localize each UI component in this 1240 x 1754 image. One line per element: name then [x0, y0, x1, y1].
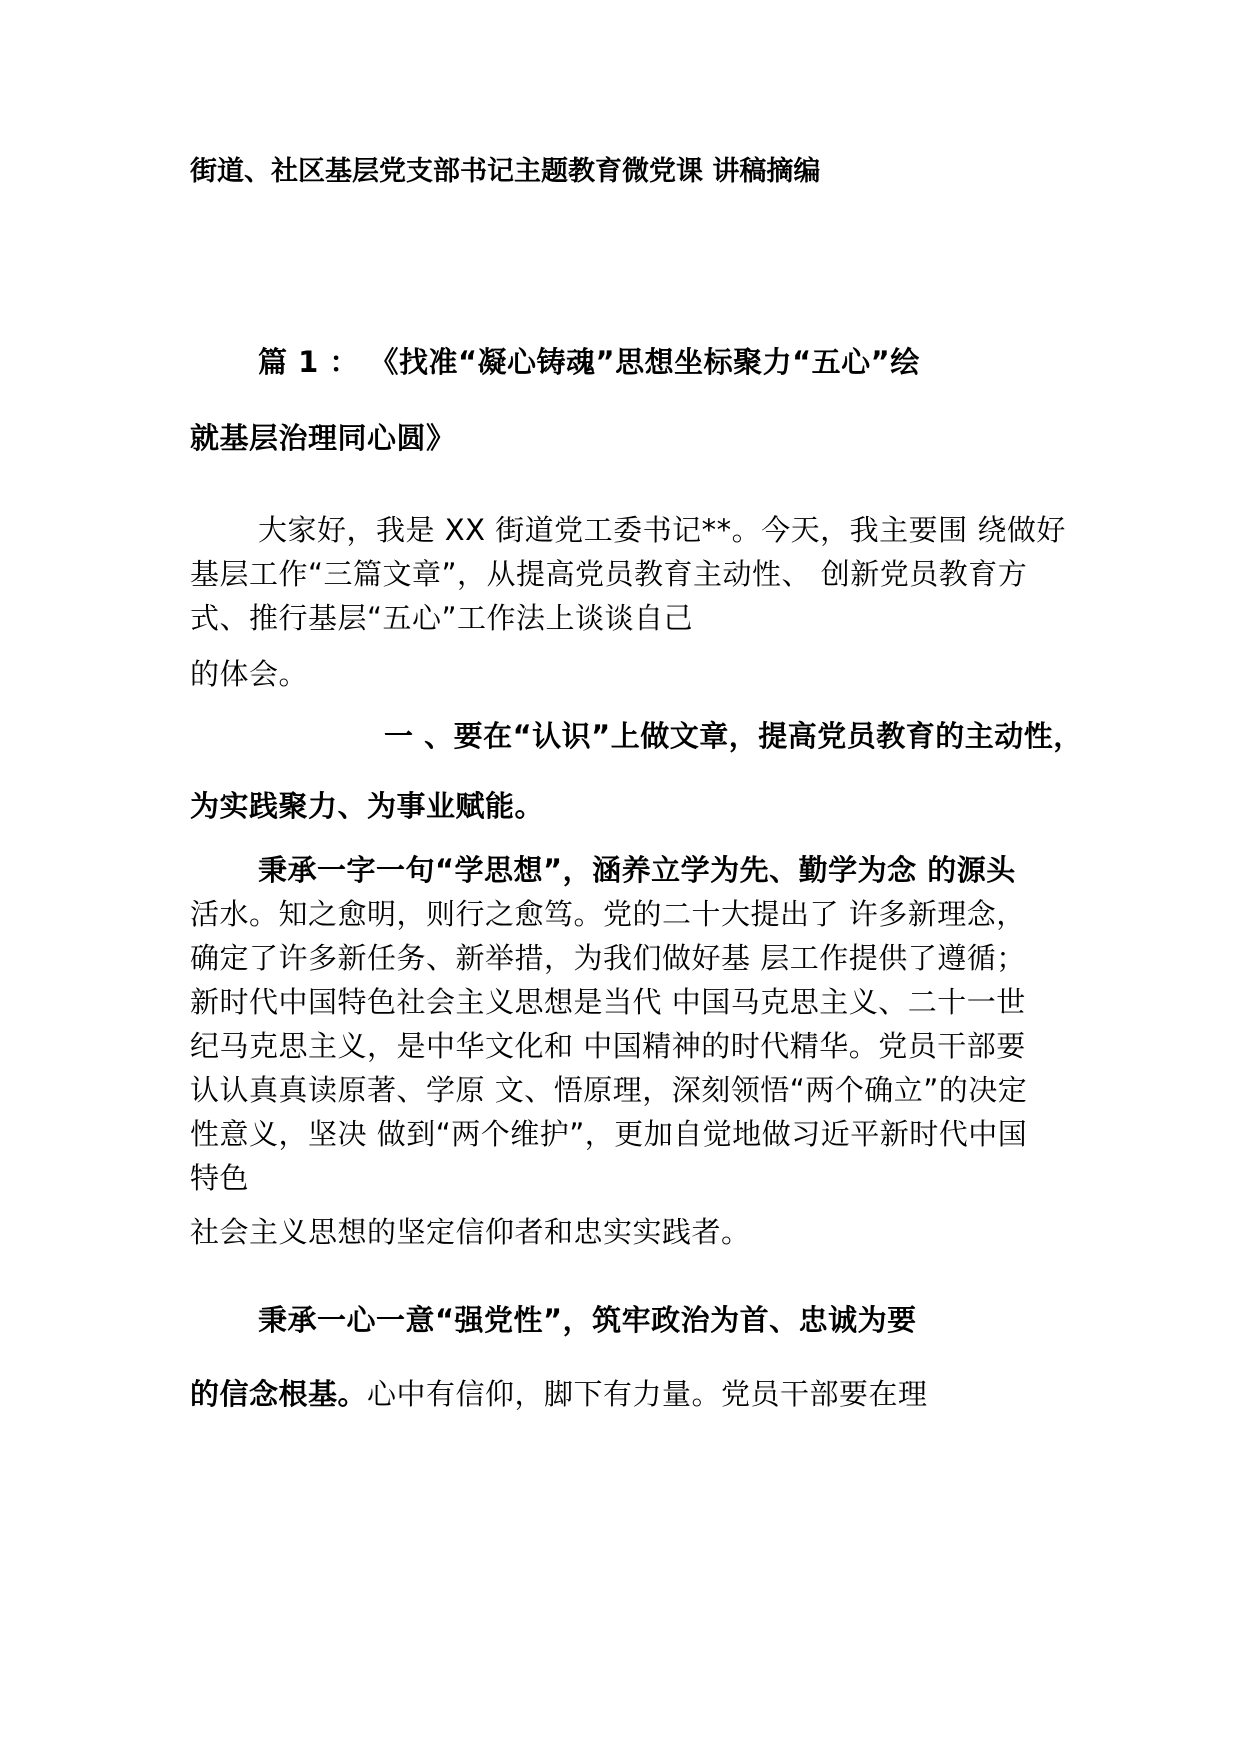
intro-line-3: 式、推行基层“五心”工作法上谈谈自己 — [190, 601, 694, 635]
para-1-line-5: 纪马克思主义，是中华文化和 中国精神的时代精华。党员干部要 — [190, 1029, 1026, 1063]
para-1-line-9: 社会主义思想的坚定信仰者和忠实实践者。 — [190, 1215, 751, 1249]
para-2-line-2-rest: 心中有信仰，脚下有力量。党员干部要在理 — [367, 1377, 928, 1411]
document-title: 街道、社区基层党支部书记主题教育微党课 讲稿摘编 — [190, 156, 821, 187]
intro-line-4: 的体会。 — [190, 657, 309, 691]
section-1-heading-line-1: 一 、要在“认识”上做文章，提高党员教育的主动性， — [384, 719, 1083, 753]
section-1-heading-line-2: 为实践聚力、为事业赋能。 — [190, 789, 545, 823]
para-1-line-3: 确定了许多新任务、新举措，为我们做好基 层工作提供了遵循； — [190, 941, 1026, 975]
intro-line-2: 基层工作“三篇文章”，从提高党员教育主动性、 创新党员教育方 — [190, 557, 1028, 591]
para-1-line-8: 特色 — [190, 1161, 250, 1195]
article-title-line-1: 篇 1 ： 《找准“凝心铸魂”思想坐标聚力“五心”绘 — [258, 345, 920, 379]
article-title-line-2: 就基层治理同心圆》 — [190, 421, 456, 455]
para-2-line-2 — [190, 1372, 928, 1416]
para-1-line-6: 认认真真读原著、学原 文、悟原理，深刻领悟“两个确立”的决定 — [190, 1073, 1028, 1107]
intro-line-1: 大家好，我是 XX 街道党工委书记**。今天，我主要围 绕做好 — [258, 513, 1066, 547]
para-1-line-4: 新时代中国特色社会主义思想是当代 中国马克思主义、二十一世 — [190, 985, 1026, 1019]
para-2-line-2-bold: 的信念根基。 — [190, 1377, 368, 1411]
para-1-lead: 秉承一字一句“学思想”，涵养立学为先、勤学为念 的源头 — [258, 853, 1016, 887]
para-2-lead: 秉承一心一意“强党性”，筑牢政治为首、忠诚为要 — [258, 1303, 917, 1337]
para-1-line-7: 性意义，坚决 做到“两个维护”，更加自觉地做习近平新时代中国 — [190, 1117, 1028, 1151]
para-1-line-2: 活水。知之愈明，则行之愈笃。党的二十大提出了 许多新理念， — [190, 897, 1026, 931]
